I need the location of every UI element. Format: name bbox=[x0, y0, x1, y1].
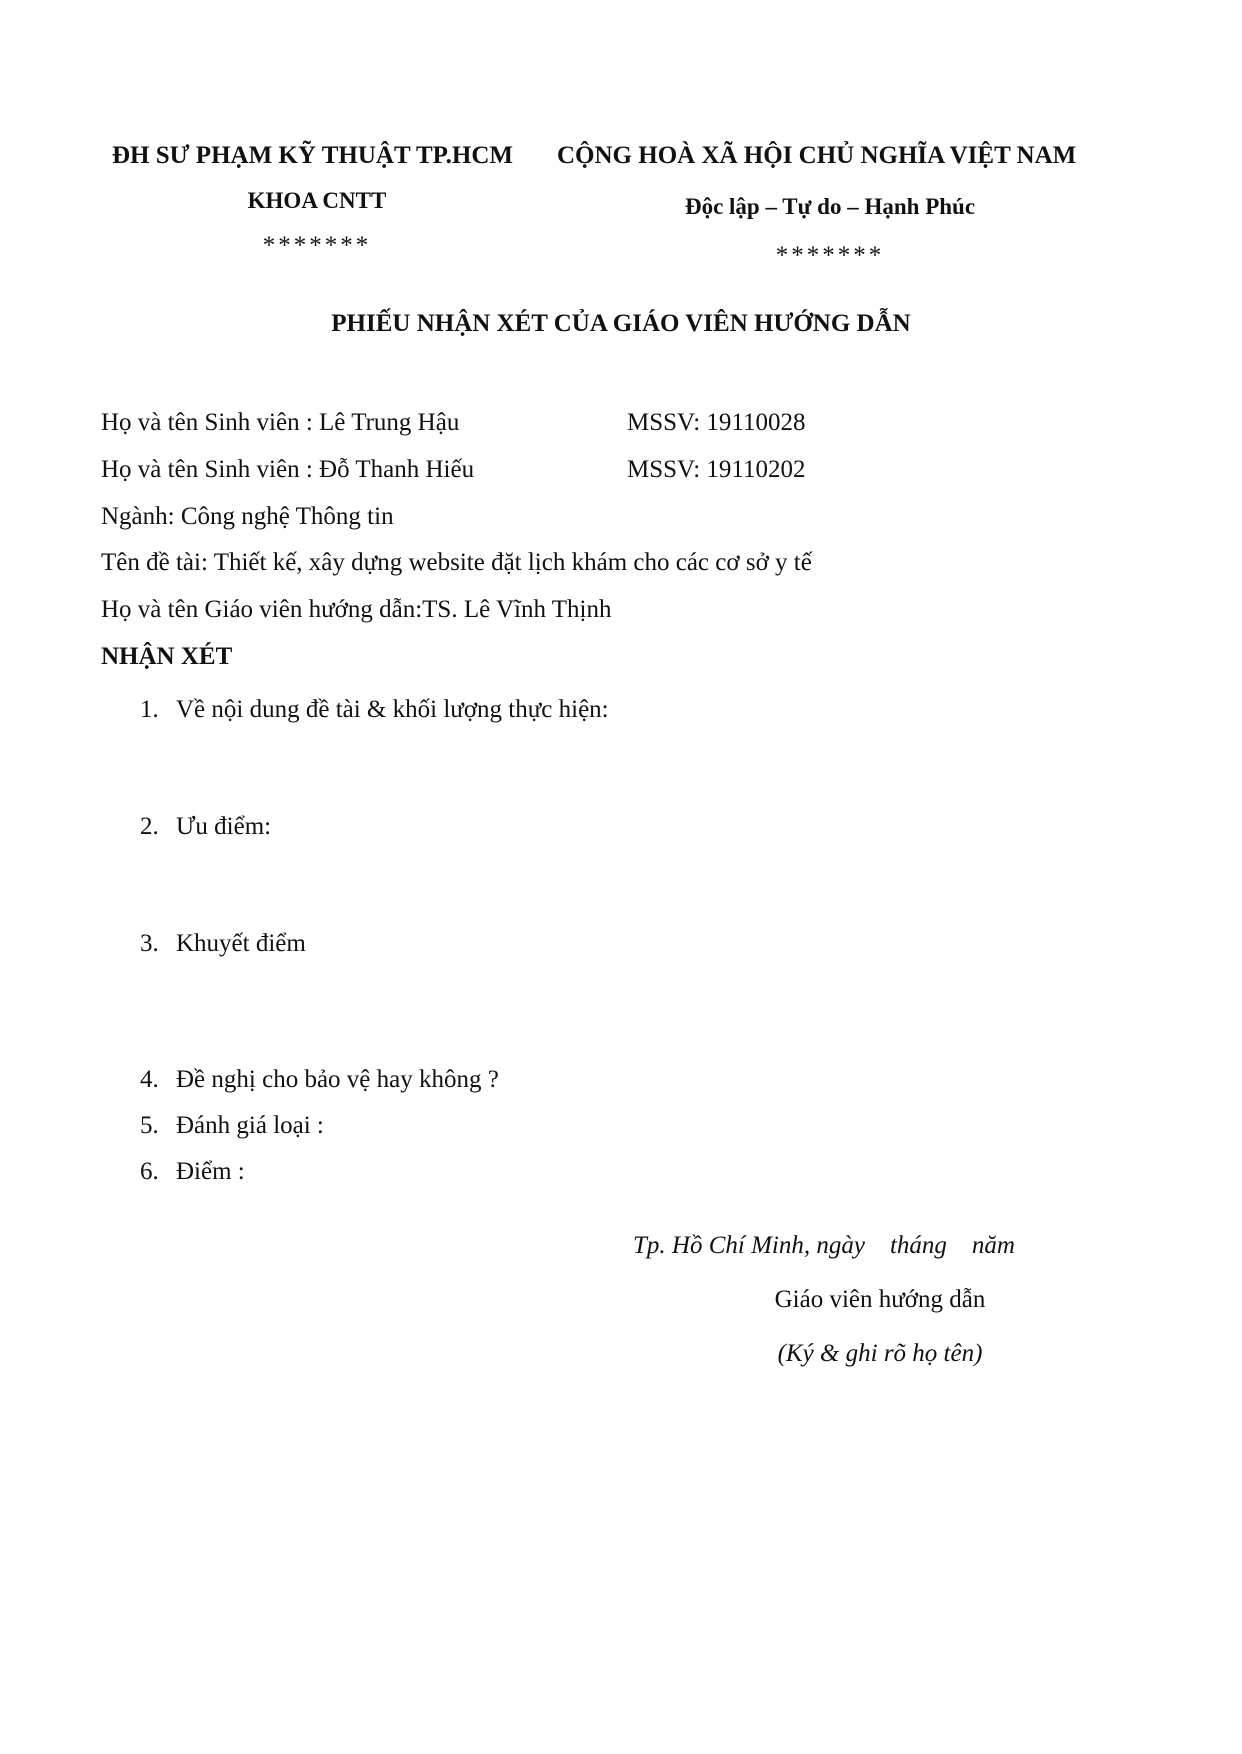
student-2-mssv: MSSV: 19110202 bbox=[627, 456, 806, 483]
student-2-name: Họ và tên Sinh viên : Đỗ Thanh Hiếu bbox=[101, 456, 475, 483]
university-name: ĐH SƯ PHẠM KỸ THUẬT TP.HCM bbox=[112, 142, 513, 169]
review-item-3-text: Khuyết điểm bbox=[176, 930, 306, 957]
major-line: Ngành: Công nghệ Thông tin bbox=[101, 503, 394, 530]
signature-place-date: Tp. Hồ Chí Minh, ngày tháng năm bbox=[633, 1232, 1015, 1259]
advisor-line: Họ và tên Giáo viên hướng dẫn:TS. Lê Vĩnh Thịnh bbox=[101, 596, 612, 623]
review-item-3-number: 3. bbox=[140, 930, 159, 957]
review-item-1-text: Về nội dung đề tài & khối lượng thực hiện: bbox=[176, 696, 609, 723]
topic-line: Tên đề tài: Thiết kế, xây dựng website đặt lịch khám cho các cơ sở y tế bbox=[101, 549, 812, 576]
review-item-1-number: 1. bbox=[140, 696, 159, 723]
review-item-6-text: Điểm : bbox=[176, 1158, 245, 1185]
review-item-2-text: Ưu điểm: bbox=[176, 813, 272, 840]
faculty-name: KHOA CNTT bbox=[247, 188, 387, 213]
form-title: PHIẾU NHẬN XÉT CỦA GIÁO VIÊN HƯỚNG DẪN bbox=[331, 310, 911, 337]
review-item-4-text: Đề nghị cho bảo vệ hay không ? bbox=[176, 1066, 499, 1093]
student-1-mssv: MSSV: 19110028 bbox=[627, 409, 806, 436]
review-item-2-number: 2. bbox=[140, 813, 159, 840]
national-motto: Độc lập – Tự do – Hạnh Phúc bbox=[684, 194, 976, 219]
review-item-5-text: Đánh giá loại : bbox=[176, 1112, 324, 1139]
header-right-stars: ******* bbox=[775, 242, 885, 269]
signature-instruction: (Ký & ghi rõ họ tên) bbox=[777, 1340, 983, 1367]
review-item-5-number: 5. bbox=[140, 1112, 159, 1139]
review-heading: NHẬN XÉT bbox=[101, 643, 233, 670]
republic-name: CỘNG HOÀ XÃ HỘI CHỦ NGHĨA VIỆT NAM bbox=[557, 142, 1077, 169]
signature-role: Giáo viên hướng dẫn bbox=[774, 1286, 986, 1313]
review-item-6-number: 6. bbox=[140, 1158, 159, 1185]
header-left-stars: ******* bbox=[262, 232, 372, 259]
review-item-4-number: 4. bbox=[140, 1066, 159, 1093]
student-1-name: Họ và tên Sinh viên : Lê Trung Hậu bbox=[101, 409, 460, 436]
